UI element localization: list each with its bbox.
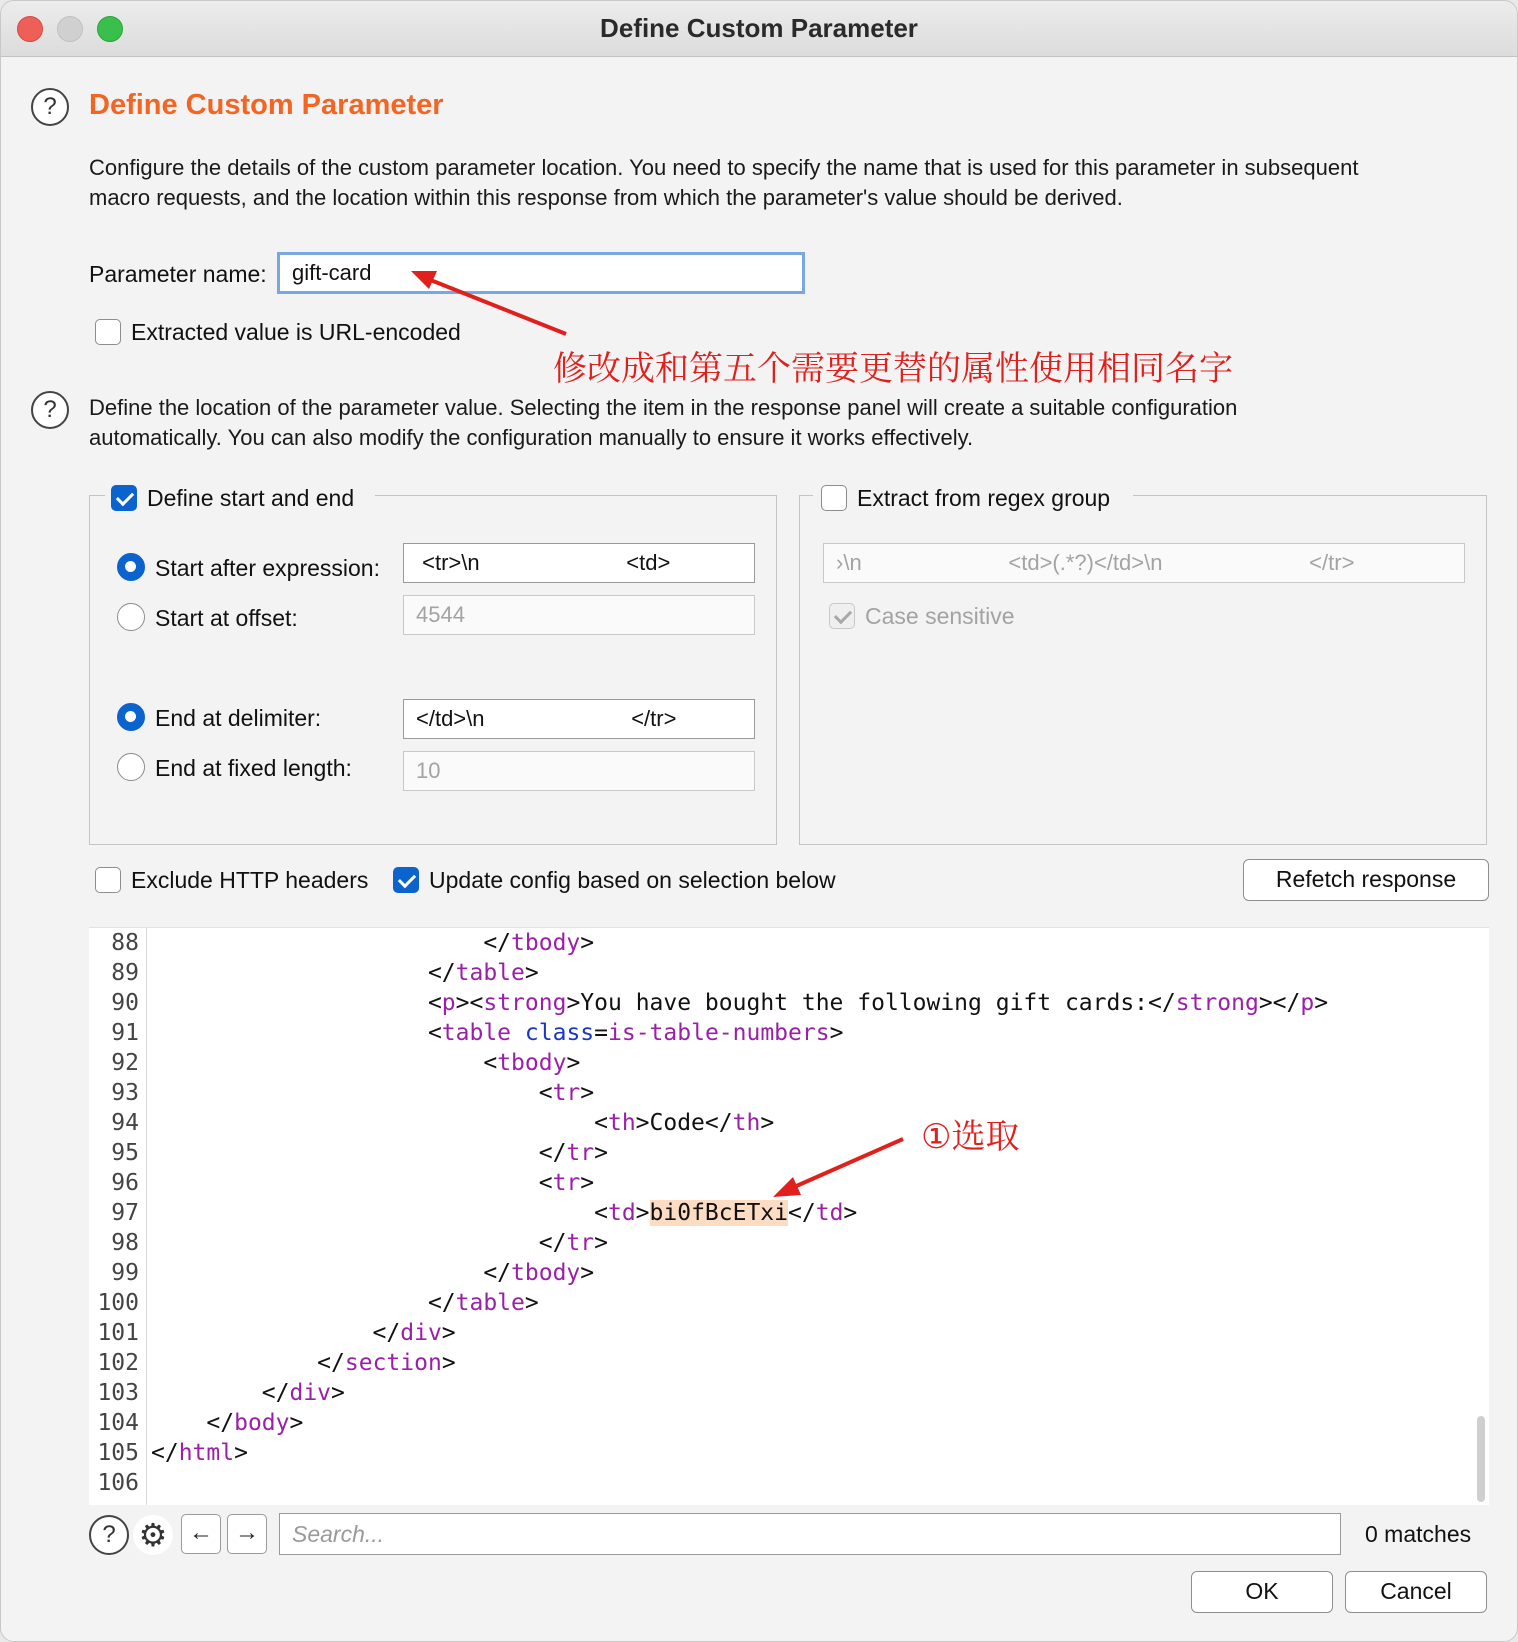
url-encoded-checkbox[interactable] bbox=[95, 319, 121, 345]
next-match-button[interactable]: → bbox=[227, 1514, 267, 1554]
code-line[interactable] bbox=[89, 1048, 1489, 1078]
code-token: > bbox=[635, 1200, 650, 1226]
location-description-line1: Define the location of the parameter value. Selecting the item in the response panel will create a suitable configuration bbox=[89, 395, 1238, 420]
code-line[interactable] bbox=[89, 1438, 1489, 1468]
line-number: 90 bbox=[111, 990, 139, 1016]
code-line[interactable] bbox=[89, 1408, 1489, 1438]
case-sensitive-label: Case sensitive bbox=[865, 603, 1015, 629]
annotation-arrow-icon bbox=[401, 259, 581, 339]
code-token: > bbox=[829, 1020, 844, 1046]
code-text[interactable] bbox=[151, 1288, 539, 1318]
html-tag-token: th bbox=[607, 1110, 636, 1136]
extract-regex-checkbox[interactable] bbox=[821, 485, 847, 511]
line-number: 100 bbox=[97, 1290, 139, 1316]
code-token: > bbox=[331, 1380, 345, 1406]
code-text[interactable] bbox=[151, 1378, 345, 1408]
code-text[interactable] bbox=[151, 988, 1328, 1018]
code-text[interactable] bbox=[151, 958, 539, 988]
code-text[interactable] bbox=[151, 1348, 456, 1378]
end-at-delimiter-radio[interactable] bbox=[117, 703, 145, 731]
code-token: </ bbox=[151, 1140, 567, 1166]
code-text[interactable] bbox=[151, 1138, 608, 1168]
line-number: 88 bbox=[111, 930, 139, 956]
define-start-end-checkbox[interactable] bbox=[111, 485, 137, 511]
end-at-delimiter-input[interactable]: </td>\n </tr> bbox=[403, 699, 755, 739]
code-text[interactable] bbox=[151, 1018, 843, 1048]
previous-match-button[interactable]: ← bbox=[181, 1514, 221, 1554]
line-number: 102 bbox=[97, 1350, 139, 1376]
html-tag-token: strong bbox=[1175, 990, 1259, 1016]
html-tag-token: tr bbox=[552, 1080, 581, 1106]
code-token: = bbox=[594, 1020, 609, 1046]
line-number: 99 bbox=[111, 1260, 139, 1286]
code-token: > bbox=[580, 1170, 595, 1196]
code-text[interactable] bbox=[151, 1438, 248, 1468]
html-tag-token: table bbox=[441, 1020, 512, 1046]
parameter-name-input[interactable]: gift-card bbox=[277, 252, 805, 294]
exclude-http-headers-label: Exclude HTTP headers bbox=[131, 867, 369, 893]
code-text[interactable] bbox=[151, 1048, 580, 1078]
html-tag-token: tbody bbox=[511, 930, 581, 956]
code-text[interactable] bbox=[151, 1318, 456, 1348]
code-token: < bbox=[151, 1200, 608, 1226]
code-token: </ bbox=[151, 1230, 567, 1256]
code-text[interactable] bbox=[151, 1078, 594, 1108]
code-token: </ bbox=[151, 1410, 235, 1436]
code-token: > bbox=[594, 1230, 608, 1256]
search-matches-count: 0 matches bbox=[1365, 1521, 1472, 1547]
code-token: < bbox=[151, 1110, 608, 1136]
regex-expression-input[interactable]: ›\n <td>(.*?)</td>\n </tr> bbox=[823, 543, 1465, 583]
html-tag-token: strong bbox=[483, 990, 567, 1016]
line-number: 98 bbox=[111, 1230, 139, 1256]
code-token: > bbox=[441, 1350, 456, 1376]
gear-icon[interactable]: ⚙ bbox=[133, 1515, 173, 1555]
line-number: 92 bbox=[111, 1050, 139, 1076]
code-token: </ bbox=[151, 1350, 345, 1376]
line-number: 106 bbox=[97, 1470, 139, 1496]
cancel-button[interactable]: Cancel bbox=[1345, 1571, 1487, 1613]
html-tag-token: tr bbox=[552, 1170, 581, 1196]
code-text[interactable] bbox=[151, 928, 594, 958]
code-token: > bbox=[580, 930, 595, 956]
code-token: > bbox=[1314, 990, 1329, 1016]
editor-scrollbar[interactable] bbox=[1477, 1416, 1485, 1502]
title-bar bbox=[1, 1, 1517, 57]
code-token: < bbox=[151, 1020, 442, 1046]
code-token bbox=[511, 1020, 525, 1046]
location-description-line2: automatically. You can also modify the configuration manually to ensure it works effectively. bbox=[89, 425, 974, 450]
html-tag-token: th bbox=[732, 1110, 761, 1136]
annotation-arrow-icon bbox=[763, 1131, 913, 1201]
line-number: 94 bbox=[111, 1110, 139, 1136]
code-line[interactable] bbox=[89, 1288, 1489, 1318]
code-text[interactable] bbox=[151, 1168, 594, 1198]
html-tag-token: div bbox=[400, 1320, 442, 1346]
code-line[interactable] bbox=[89, 1198, 1489, 1228]
code-token: </ bbox=[151, 1380, 290, 1406]
code-line[interactable] bbox=[89, 1018, 1489, 1048]
code-line[interactable] bbox=[89, 1468, 1489, 1498]
line-number: 104 bbox=[97, 1410, 139, 1436]
code-text[interactable] bbox=[151, 1228, 608, 1258]
code-token: ></ bbox=[1258, 990, 1301, 1016]
update-config-checkbox[interactable] bbox=[393, 867, 419, 893]
code-token: < bbox=[151, 1170, 553, 1196]
code-text[interactable] bbox=[151, 1108, 774, 1138]
code-line[interactable] bbox=[89, 1228, 1489, 1258]
line-number: 95 bbox=[111, 1140, 139, 1166]
code-token: </ bbox=[151, 1290, 456, 1316]
code-line[interactable] bbox=[89, 958, 1489, 988]
code-text[interactable] bbox=[151, 1198, 857, 1228]
code-token: > bbox=[760, 1110, 775, 1136]
refetch-response-button[interactable]: Refetch response bbox=[1243, 859, 1489, 901]
code-token: </ bbox=[151, 960, 456, 986]
html-tag-token: section bbox=[344, 1350, 442, 1376]
line-number: 89 bbox=[111, 960, 139, 986]
html-tag-token: tr bbox=[566, 1230, 595, 1256]
code-line[interactable] bbox=[89, 1258, 1489, 1288]
code-line[interactable] bbox=[89, 1078, 1489, 1108]
code-token: > bbox=[580, 1260, 595, 1286]
line-number: 96 bbox=[111, 1170, 139, 1196]
help-icon[interactable]: ? bbox=[31, 88, 69, 126]
code-line[interactable] bbox=[89, 928, 1489, 958]
end-at-delimiter-label: End at delimiter: bbox=[155, 705, 322, 731]
response-code-editor[interactable] bbox=[89, 927, 1489, 1505]
annotation-name-note: 修改成和第五个需要更替的属性使用相同名字 bbox=[553, 350, 1233, 388]
code-token: > bbox=[289, 1410, 304, 1436]
code-token: > bbox=[594, 1140, 608, 1166]
end-at-fixed-length-label: End at fixed length: bbox=[155, 755, 352, 781]
line-number: 97 bbox=[111, 1200, 139, 1226]
html-tag-token: tbody bbox=[497, 1050, 567, 1076]
code-token: </ bbox=[151, 930, 512, 956]
update-config-label: Update config based on selection below bbox=[429, 867, 836, 893]
html-tag-token: table bbox=[455, 1290, 525, 1316]
header-description-line1: Configure the details of the custom parameter location. You need to specify the name that is used for this parameter in subsequent bbox=[89, 155, 1359, 180]
code-token: > bbox=[524, 960, 539, 986]
start-after-expression-radio[interactable] bbox=[117, 553, 145, 581]
start-at-offset-label: Start at offset: bbox=[155, 605, 298, 631]
html-tag-token: tbody bbox=[511, 1260, 581, 1286]
code-token: > bbox=[580, 1080, 595, 1106]
code-token: </ bbox=[788, 1200, 816, 1226]
code-token: </ bbox=[151, 1320, 401, 1346]
html-tag-token: p bbox=[1300, 990, 1315, 1016]
case-sensitive-checkbox[interactable] bbox=[829, 603, 855, 629]
code-line[interactable] bbox=[89, 988, 1489, 1018]
define-start-end-label: Define start and end bbox=[147, 485, 355, 511]
code-line[interactable] bbox=[89, 1348, 1489, 1378]
code-token: >< bbox=[455, 990, 484, 1016]
line-number: 103 bbox=[97, 1380, 139, 1406]
code-token: > bbox=[234, 1440, 248, 1466]
code-token: < bbox=[151, 990, 442, 1016]
url-encoded-label: Extracted value is URL-encoded bbox=[131, 319, 461, 345]
code-line[interactable] bbox=[89, 1318, 1489, 1348]
line-number: 93 bbox=[111, 1080, 139, 1106]
ok-button[interactable]: OK bbox=[1191, 1571, 1333, 1613]
annotation-select-note: ①选取 bbox=[921, 1118, 1020, 1156]
html-tag-token: body bbox=[234, 1410, 290, 1436]
end-at-fixed-length-radio[interactable] bbox=[117, 753, 145, 781]
code-text[interactable] bbox=[151, 1408, 303, 1438]
dialog-heading: Define Custom Parameter bbox=[89, 89, 444, 121]
code-token: >You have bought the following gift cards:</ bbox=[566, 990, 1176, 1016]
html-tag-token: table bbox=[455, 960, 525, 986]
html-attr-token: class bbox=[524, 1020, 595, 1046]
search-help-icon[interactable]: ? bbox=[89, 1515, 129, 1555]
extract-regex-label: Extract from regex group bbox=[857, 485, 1111, 511]
code-line[interactable] bbox=[89, 1378, 1489, 1408]
code-token: > bbox=[524, 1290, 539, 1316]
parameter-name-label: Parameter name: bbox=[89, 261, 267, 287]
html-tag-token: tr bbox=[566, 1140, 595, 1166]
start-at-offset-input[interactable]: 4544 bbox=[403, 595, 755, 635]
code-token: </ bbox=[151, 1260, 512, 1286]
start-after-expression-label: Start after expression: bbox=[155, 555, 380, 581]
line-number: 91 bbox=[111, 1020, 139, 1046]
selected-value-highlight: bi0fBcETxi bbox=[649, 1200, 789, 1226]
start-at-offset-radio[interactable] bbox=[117, 603, 145, 631]
code-token: > bbox=[566, 1050, 581, 1076]
search-input[interactable]: Search... bbox=[279, 1513, 1341, 1555]
code-token: < bbox=[151, 1050, 498, 1076]
html-tag-token: p bbox=[441, 990, 456, 1016]
code-token: > bbox=[441, 1320, 456, 1346]
html-tag-token: td bbox=[607, 1200, 636, 1226]
code-token: < bbox=[151, 1080, 553, 1106]
start-after-expression-input[interactable]: <tr>\n <td> bbox=[403, 543, 755, 583]
code-text[interactable] bbox=[151, 1258, 594, 1288]
line-number: 101 bbox=[97, 1320, 139, 1346]
header-description-line2: macro requests, and the location within this response from which the parameter's value should be derived. bbox=[89, 185, 1123, 210]
line-number: 105 bbox=[97, 1440, 139, 1466]
html-tag-token: div bbox=[289, 1380, 332, 1406]
help-icon[interactable]: ? bbox=[31, 391, 69, 429]
end-at-fixed-length-input[interactable]: 10 bbox=[403, 751, 755, 791]
html-tag-token: html bbox=[178, 1440, 235, 1466]
html-tag-token: td bbox=[815, 1200, 844, 1226]
code-token: > bbox=[843, 1200, 858, 1226]
code-token: </ bbox=[151, 1440, 179, 1466]
exclude-http-headers-checkbox[interactable] bbox=[95, 867, 121, 893]
html-tag-token: is-table-numbers bbox=[608, 1020, 830, 1046]
window-title: Define Custom Parameter bbox=[600, 13, 918, 43]
code-token: >Code</ bbox=[635, 1110, 733, 1136]
